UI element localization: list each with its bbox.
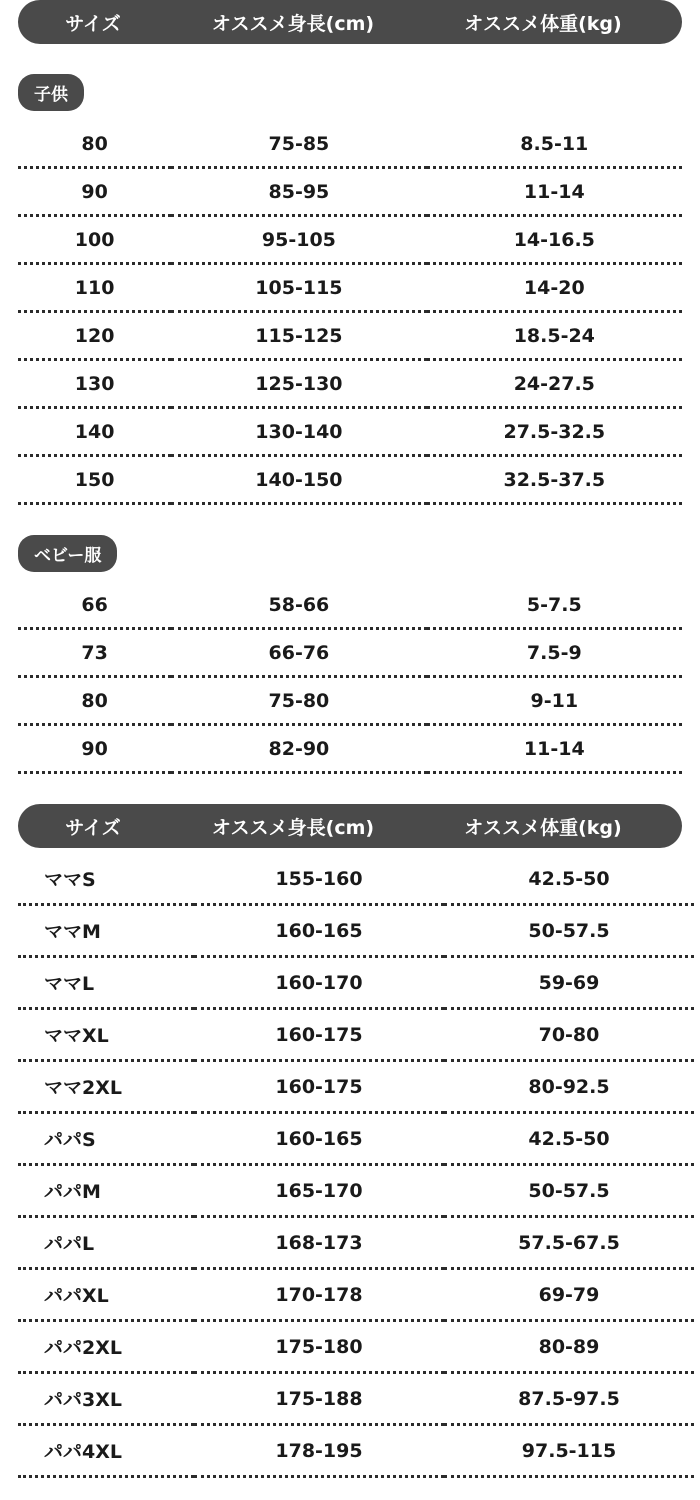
cell-height: 160-175	[194, 1009, 444, 1061]
cell-height: 130-140	[171, 408, 426, 456]
kids-size-table	[18, 121, 682, 505]
cell-weight: 42.5-50	[444, 1113, 694, 1165]
baby-size-table	[18, 582, 682, 774]
column-header-weight-adults: オススメ体重(kg)	[464, 816, 622, 839]
table-row	[18, 1113, 694, 1165]
cell-size: パパS	[18, 1113, 194, 1165]
cell-weight: 14-20	[427, 264, 682, 312]
table-row	[18, 408, 682, 456]
cell-size: パパ3XL	[18, 1373, 194, 1425]
cell-height: 178-195	[194, 1425, 444, 1477]
cell-weight: 50-57.5	[444, 905, 694, 957]
cell-weight: 32.5-37.5	[427, 456, 682, 504]
cell-height: 165-170	[194, 1165, 444, 1217]
table-row	[18, 456, 682, 504]
column-header-size-adults: サイズ	[65, 816, 121, 839]
column-header-size: サイズ	[65, 12, 121, 35]
cell-height: 125-130	[171, 360, 426, 408]
cell-size: 120	[18, 312, 171, 360]
column-header-weight: オススメ体重(kg)	[464, 12, 622, 35]
table-row	[18, 1269, 694, 1321]
group-label-kids-wrap	[18, 74, 682, 111]
kids-table-body	[18, 121, 682, 504]
table-row	[18, 582, 682, 629]
cell-size: ママL	[18, 957, 194, 1009]
cell-size: ママXL	[18, 1009, 194, 1061]
cell-size: パパXL	[18, 1269, 194, 1321]
table-row	[18, 216, 682, 264]
cell-weight: 57.5-67.5	[444, 1217, 694, 1269]
table-row	[18, 1061, 694, 1113]
cell-weight: 7.5-9	[427, 629, 682, 677]
cell-weight: 5-7.5	[427, 582, 682, 629]
cell-size: 100	[18, 216, 171, 264]
cell-weight: 11-14	[427, 168, 682, 216]
table-row	[18, 1165, 694, 1217]
cell-size: パパM	[18, 1165, 194, 1217]
adult-size-table	[18, 854, 694, 1478]
cell-weight: 97.5-115	[444, 1425, 694, 1477]
cell-size: 130	[18, 360, 171, 408]
table-row	[18, 677, 682, 725]
table-row	[18, 905, 694, 957]
cell-weight: 18.5-24	[427, 312, 682, 360]
cell-height: 175-188	[194, 1373, 444, 1425]
adult-table-body	[18, 854, 694, 1477]
cell-size: 80	[18, 677, 171, 725]
table-header-adults	[18, 804, 682, 848]
cell-height: 175-180	[194, 1321, 444, 1373]
cell-weight: 9-11	[427, 677, 682, 725]
cell-height: 160-175	[194, 1061, 444, 1113]
table-header-kids	[18, 0, 682, 44]
table-row	[18, 725, 682, 773]
cell-weight: 42.5-50	[444, 854, 694, 905]
cell-size: ママS	[18, 854, 194, 905]
cell-height: 140-150	[171, 456, 426, 504]
group-label-kids: 子供	[18, 74, 84, 111]
cell-weight: 87.5-97.5	[444, 1373, 694, 1425]
group-label-baby-wrap	[18, 535, 682, 572]
baby-table-body	[18, 582, 682, 773]
cell-size: ママ2XL	[18, 1061, 194, 1113]
cell-weight: 8.5-11	[427, 121, 682, 168]
cell-weight: 69-79	[444, 1269, 694, 1321]
cell-height: 82-90	[171, 725, 426, 773]
cell-weight: 80-89	[444, 1321, 694, 1373]
cell-size: 110	[18, 264, 171, 312]
table-row	[18, 360, 682, 408]
cell-size: ママM	[18, 905, 194, 957]
cell-weight: 59-69	[444, 957, 694, 1009]
table-row	[18, 1217, 694, 1269]
table-row	[18, 1321, 694, 1373]
cell-height: 115-125	[171, 312, 426, 360]
cell-height: 66-76	[171, 629, 426, 677]
cell-size: パパ4XL	[18, 1425, 194, 1477]
cell-size: 140	[18, 408, 171, 456]
cell-weight: 70-80	[444, 1009, 694, 1061]
cell-height: 160-165	[194, 1113, 444, 1165]
cell-height: 160-165	[194, 905, 444, 957]
cell-weight: 50-57.5	[444, 1165, 694, 1217]
table-row	[18, 957, 694, 1009]
table-row	[18, 168, 682, 216]
cell-height: 168-173	[194, 1217, 444, 1269]
cell-height: 155-160	[194, 854, 444, 905]
cell-size: 90	[18, 168, 171, 216]
cell-size: 66	[18, 582, 171, 629]
cell-weight: 24-27.5	[427, 360, 682, 408]
cell-size: 73	[18, 629, 171, 677]
cell-weight: 11-14	[427, 725, 682, 773]
cell-size: パパL	[18, 1217, 194, 1269]
cell-height: 105-115	[171, 264, 426, 312]
cell-size: 150	[18, 456, 171, 504]
cell-height: 160-170	[194, 957, 444, 1009]
table-row	[18, 629, 682, 677]
table-row	[18, 264, 682, 312]
cell-weight: 14-16.5	[427, 216, 682, 264]
cell-weight: 27.5-32.5	[427, 408, 682, 456]
cell-height: 85-95	[171, 168, 426, 216]
cell-height: 75-80	[171, 677, 426, 725]
column-header-height-adults: オススメ身長(cm)	[211, 816, 375, 839]
cell-size: 90	[18, 725, 171, 773]
cell-size: パパ2XL	[18, 1321, 194, 1373]
table-row	[18, 1009, 694, 1061]
column-header-height: オススメ身長(cm)	[211, 12, 375, 35]
table-row	[18, 1425, 694, 1477]
cell-height: 95-105	[171, 216, 426, 264]
table-row	[18, 1373, 694, 1425]
cell-weight: 80-92.5	[444, 1061, 694, 1113]
group-label-baby: ベビー服	[18, 535, 117, 572]
table-row	[18, 312, 682, 360]
table-row	[18, 854, 694, 905]
cell-height: 58-66	[171, 582, 426, 629]
cell-height: 75-85	[171, 121, 426, 168]
cell-size: 80	[18, 121, 171, 168]
cell-height: 170-178	[194, 1269, 444, 1321]
table-row	[18, 121, 682, 168]
